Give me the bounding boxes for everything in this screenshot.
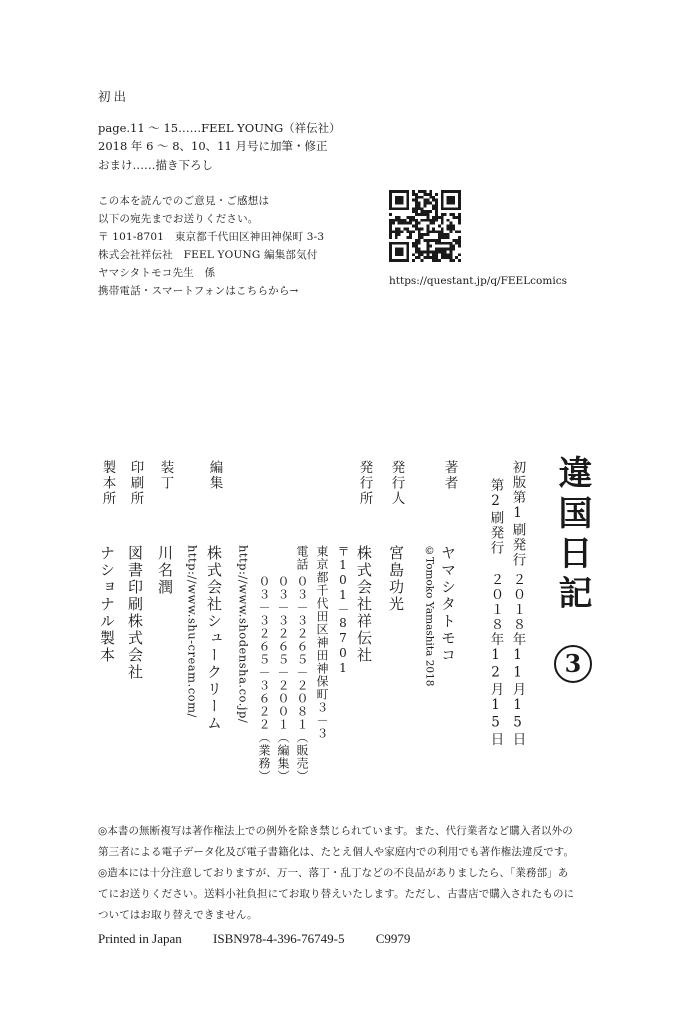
feedback-mobile-hint: 携帯電話・スマートフォンはこちらから→	[98, 285, 299, 297]
feedback-address: 〒 101-8701 東京都千代田区神田神保町 3-3	[98, 231, 325, 243]
first-publication-line: 2018 年 6 〜 8、10、11 月号に加筆・修正	[98, 139, 328, 153]
copyright-notice: ©Tomoko Yamashita 2018	[423, 545, 436, 687]
feedback-line: この本を読んでのご意見・ご感想は	[98, 195, 270, 207]
designer-name: 川名潤	[156, 545, 174, 596]
publisher-name: 宮島功光	[387, 545, 405, 613]
binder-name: ナショナル製本	[98, 545, 116, 664]
note-line: ◎本書の無断複写は著作権法上での例外を除き禁じられています。また、代行業者など購入者以外の	[98, 825, 573, 837]
first-publication-line: おまけ……描き下ろし	[98, 157, 213, 172]
first-publication-heading: 初出	[98, 89, 130, 104]
company-address: 東京都千代田区神田神保町３－３	[315, 545, 329, 740]
note-line: てにお送りください。送料小社負担にてお取り替えいたします。ただし、古書店で購入されたものに	[98, 888, 575, 900]
edition-second-label: 第2刷発行	[487, 478, 504, 556]
note-line: ついてはお取り替えできません。	[98, 909, 258, 921]
editor-label: 編集	[206, 460, 223, 491]
isbn: ISBN978-4-396-76749-5	[213, 931, 345, 946]
phone-business: ０３－３２６５－３６２２（業務）	[257, 575, 271, 783]
binding-label: 製本所	[99, 460, 116, 507]
phone-sales: ０３－３２６５－２０８１（販売）	[295, 575, 309, 783]
editor-name: 株式会社シュークリーム	[205, 545, 223, 732]
design-label: 装丁	[157, 460, 174, 491]
qr-code[interactable]	[389, 190, 461, 262]
publisher-label: 発行人	[388, 460, 405, 507]
company-label: 発行所	[356, 460, 373, 507]
feedback-recipient: ヤマシタトモコ先生 係	[98, 267, 216, 279]
edition-second-date: ２０１８年12月15日	[487, 572, 504, 747]
company-name: 株式会社祥伝社	[355, 545, 373, 664]
printer-name: 図書印刷株式会社	[126, 545, 144, 681]
feedback-line: 以下の宛先までお送りください。	[98, 213, 259, 225]
legal-notes	[98, 821, 683, 926]
note-line: ◎造本には十分注意しておりますが、万一、落丁・乱丁などの不良品がありましたら、「業務部」あ	[98, 867, 569, 879]
classification-code: C9979	[375, 931, 411, 946]
publisher-website-link[interactable]: http://www.shodensha.co.jp/	[236, 545, 251, 724]
first-publication-block	[98, 88, 341, 174]
first-publication-line: page.11 〜 15……FEEL YOUNG（祥伝社）	[98, 120, 341, 135]
volume-number-badge: 3	[554, 645, 592, 683]
note-line: 第三者による電子データ化及び電子書籍化は、たとえ個人や家庭内での利用でも著作権法違反です。	[98, 846, 575, 858]
edition-first-date: ２０１８年11月15日	[509, 572, 526, 747]
feedback-company: 株式会社祥伝社 FEEL YOUNG 編集部気付	[98, 249, 318, 261]
feedback-block	[98, 192, 324, 300]
postal-code: 〒101－8701	[336, 545, 350, 676]
footer-line	[98, 931, 438, 947]
printing-label: 印刷所	[127, 460, 144, 507]
editor-website-link[interactable]: http://www.shu-cream.com/	[185, 545, 200, 718]
qr-url[interactable]: https://questant.jp/q/FEELcomics	[389, 275, 567, 287]
author-label: 著者	[441, 460, 458, 491]
book-title: 違国日記	[552, 455, 592, 615]
author-name: ヤマシタトモコ	[439, 545, 457, 664]
phone-editorial: ０３－３２６５－２００１（編集）	[276, 575, 290, 783]
edition-first-label: 初版第1刷発行	[509, 460, 526, 568]
phone-label: 電話	[295, 545, 309, 571]
printed-in: Printed in Japan	[98, 931, 182, 946]
